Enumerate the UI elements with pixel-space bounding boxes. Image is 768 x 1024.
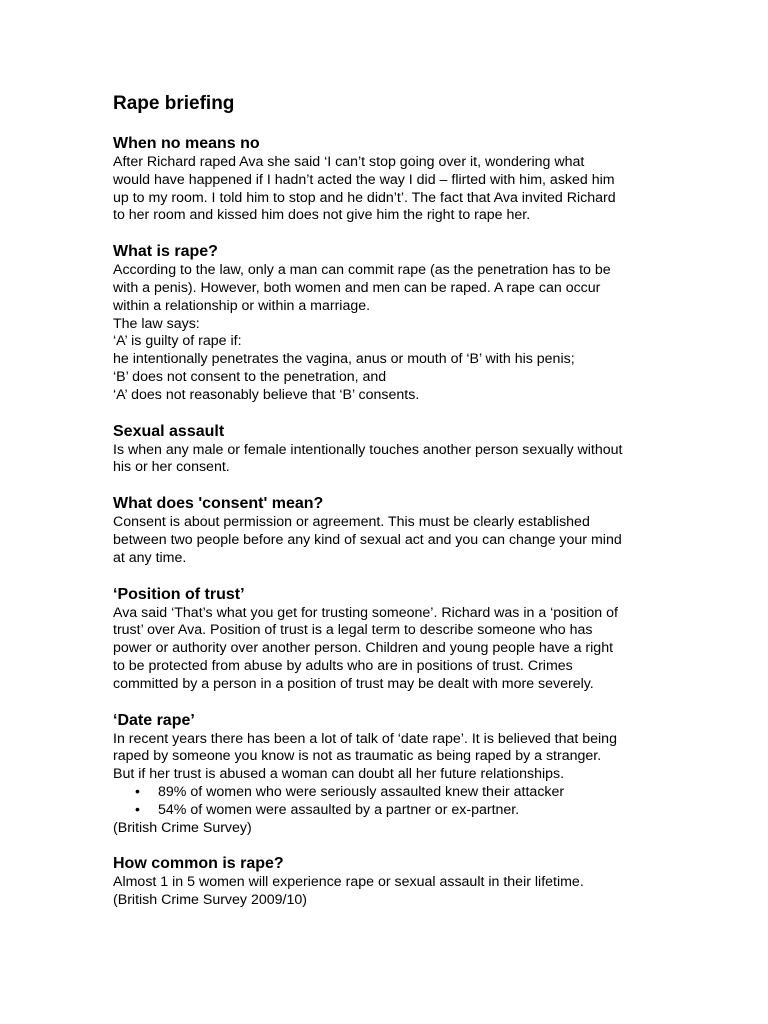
text-line: he intentionally penetrates the vagina, anus or mouth of ‘B’ with his penis; [113, 351, 575, 368]
list-item [135, 802, 673, 820]
text-line: After Richard raped Ava she said ‘I can’t stop going over it, wondering what [113, 154, 585, 170]
text-line: Ava said ‘That’s what you get for trusting someone’. Richard was in a ‘position of [113, 604, 618, 621]
section-body [113, 874, 673, 910]
text-line: ‘B’ does not consent to the penetration, and [113, 368, 387, 385]
section-when-no-means-no [113, 134, 673, 225]
text-line: his or her consent. [113, 459, 230, 476]
list-item [135, 784, 673, 802]
section-position-of-trust [113, 585, 673, 694]
statistics-list [113, 784, 673, 820]
section-body [113, 605, 673, 694]
section-body [113, 262, 673, 404]
text-line: power or authority over another person. Children and young people have a right [113, 640, 614, 657]
section-heading: ‘Date rape’ [113, 711, 195, 729]
text-line: According to the law, only a man can commit rape (as the penetration has to be [113, 262, 611, 279]
text-line: ‘A’ is guilty of rape if: [113, 333, 242, 350]
document-page [113, 90, 673, 927]
section-consent [113, 494, 673, 567]
bullet-icon: • [135, 801, 140, 818]
section-heading: What is rape? [113, 243, 218, 261]
text-line: to be protected from abuse by adults who are in positions of trust. Crimes [113, 657, 573, 674]
text-line: trust’ over Ava. Position of trust is a legal term to describe someone who has [113, 622, 593, 639]
text-line: would have happened if I hadn’t acted the way I did – flirted with him, asked him [113, 171, 615, 188]
text-line: Almost 1 in 5 women will experience rape or sexual assault in their lifetime. [113, 874, 584, 891]
bullet-icon: • [135, 783, 140, 800]
text-line: to her room and kissed him does not give him the right to rape her. [113, 207, 531, 224]
text-line: The law says: [113, 315, 200, 332]
section-heading: What does 'consent' mean? [113, 495, 324, 513]
section-body [113, 514, 673, 567]
text-line: Is when any male or female intentionally touches another person sexually without [113, 441, 623, 458]
list-item-text: 54% of women were assaulted by a partner or ex-partner. [158, 801, 520, 818]
section-what-is-rape [113, 242, 673, 404]
document-title: Rape briefing [113, 93, 235, 114]
text-line: up to my room. I told him to stop and he didn’t’. The fact that Ava invited Richard [113, 189, 616, 206]
list-item-text: 89% of women who were seriously assaulted knew their attacker [158, 783, 565, 800]
text-line: between two people before any kind of sexual act and you can change your mind [113, 531, 622, 548]
text-line: (British Crime Survey) [113, 819, 252, 836]
text-line: at any time. [113, 549, 187, 566]
section-how-common [113, 854, 673, 910]
text-line: with a penis). However, both women and men can be raped. A rape can occur [113, 279, 601, 296]
text-line: raped by someone you know is not as traumatic as being raped by a stranger. [113, 748, 602, 765]
text-line: committed by a person in a position of trust may be dealt with more severely. [113, 675, 594, 692]
section-heading: How common is rape? [113, 855, 284, 873]
section-body [113, 731, 673, 784]
source-citation [113, 820, 673, 838]
section-sexual-assault [113, 422, 673, 478]
section-heading: When no means no [113, 135, 260, 152]
section-heading: Sexual assault [113, 422, 225, 440]
text-line: Consent is about permission or agreement. This must be clearly established [113, 514, 590, 531]
section-date-rape [113, 711, 673, 838]
text-line: In recent years there has been a lot of talk of ‘date rape’. It is believed that being [113, 730, 617, 747]
text-line: But if her trust is abused a woman can doubt all her future relationships. [113, 766, 565, 783]
text-line: ‘A’ does not reasonably believe that ‘B’ consents. [113, 386, 420, 403]
section-body [113, 442, 673, 478]
section-body [113, 154, 673, 225]
text-line: (British Crime Survey 2009/10) [113, 892, 307, 909]
section-heading: ‘Position of trust’ [113, 585, 245, 603]
text-line: within a relationship or within a marriage. [113, 297, 371, 314]
